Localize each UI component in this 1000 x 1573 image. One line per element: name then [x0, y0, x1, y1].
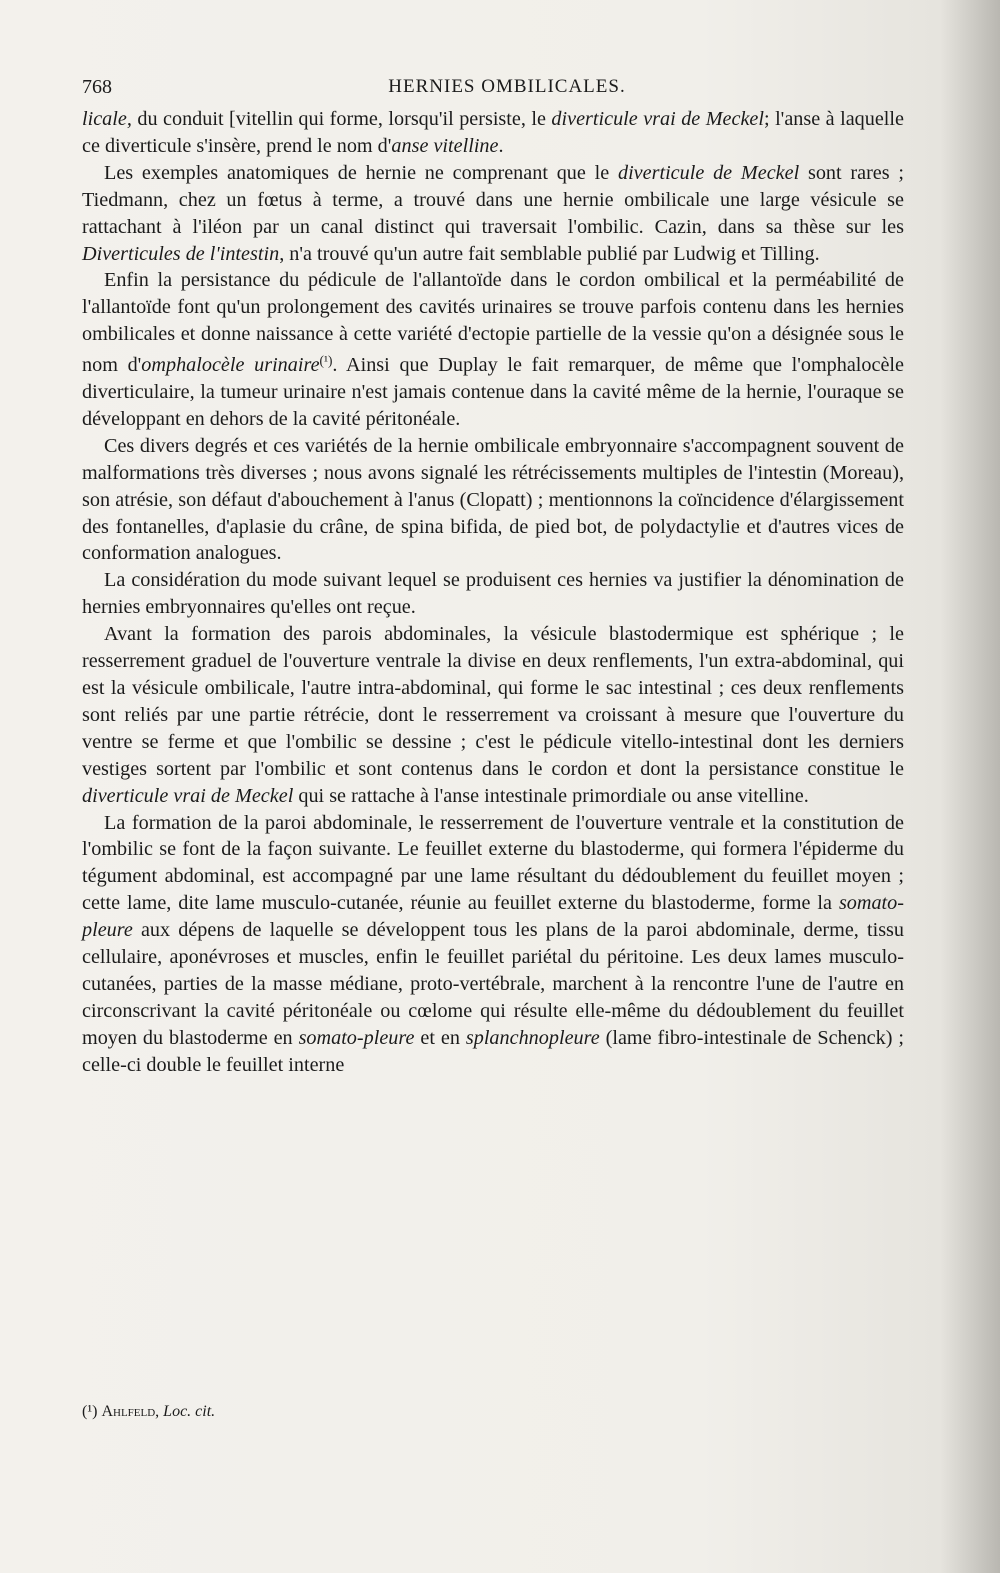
paragraph: [82, 810, 904, 1079]
footnote-author: Ahlfeld: [101, 1403, 156, 1420]
paragraph: [82, 106, 904, 160]
text-run: La considération du mode suivant lequel se produisent ces hernies va justifier la dénomination de hernies embryonnaires qu'elles ont reçue.: [82, 569, 904, 619]
italic-term: somato-pleure: [298, 1026, 415, 1049]
text-run: Avant la formation des parois abdominales, la vésicule blastodermique est sphérique ; le resserrement graduel de l'ouverture ventrale la divise en deux renflements, l'un extra-abdominal, qui est la vésicule ombilicale, l'autre intra-abdominal, qui forme le sac intestinal ; ces deux renflements sont reliés par une partie rétrécie, dont le resserrement va croissant à mesure que l'ouverture du ventre se ferme et que l'ombilic se dessine ; c'est le pédicule vitello-intestinal dont les derniers vestiges sortent par l'ombilic et sont contenus dans le cordon et dont la persistance constitue le: [82, 623, 904, 780]
footnote: [82, 1403, 215, 1421]
italic-term: diverticule de Meckel: [617, 161, 800, 184]
text-run: sont rares ; Tiedmann, chez un fœtus à terme, a trouvé dans une hernie ombilicale une large vésicule se rattachant à l'iléon par un canal distinct qui traversait l'ombilic. Cazin, dans sa thèse sur les: [82, 161, 905, 238]
italic-term: somato-pleure: [82, 892, 904, 942]
text-run: du conduit [vitellin qui forme, lorsqu'il persiste, le: [131, 108, 552, 130]
footnote-ref-marker: (¹): [319, 353, 333, 369]
footnote-separator: ,: [155, 1403, 164, 1420]
text-run: Ces divers degrés et ces variétés de la hernie ombilicale embryonnaire s'accompagnent souvent de malformations très diverses ; nous avons signalé les rétrécissements multiples de l'intestin (Moreau), son atrésie, son défaut d'abouchement à l'anus (Clopatt) ; mentionnons la coïncidence d'élargissement des fontanelles, d'aplasie du crâne, de spina bifida, de pied bot, de polydactylie et d'autres vices de conformation analogues.: [82, 434, 904, 565]
text-run: ; l'anse à laquelle ce diverticule s'insère, prend le nom d': [82, 108, 904, 157]
footnote-marker: (¹): [82, 1403, 98, 1420]
text-run: La formation de la paroi abdominale, le resserrement de l'ouverture ventrale et la constitution de l'ombilic se font de la façon suivante. Le feuillet externe du blastoderme, qui formera l'épiderme du tégument abdominal, est accompagné par une lame résultant du dédoublement du feuillet moyen ; cette lame, dite lame musculo-cutanée, réunie au feuillet externe du blastoderme, forme la: [82, 811, 904, 915]
italic-term: licale,: [82, 108, 132, 130]
text-run: (lame fibro-intestinale de Schenck) ; celle-ci double le feuillet interne: [82, 1026, 904, 1076]
paragraph: [82, 267, 904, 432]
paragraph: [82, 433, 904, 568]
text-run: et en: [414, 1026, 466, 1049]
text-run: aux dépens de laquelle se développent tous les plans de la paroi abdominale, derme, tissu cellulaire, aponévroses et muscles, enfin le feuillet pariétal du péritoine. Les deux lames musculo-cutanées, parties de la masse médiane, proto-vertébrale, marchent à la rencontre l'une de l'autre en circonscrivant la cavité péritonéale ou cœlome qui résulte elle-même du dédoublement du feuillet moyen du blastoderme en: [82, 919, 904, 1049]
page-number: 768: [82, 76, 112, 98]
text-run: Enfin la persistance du pédicule de l'allantoïde dans le cordon ombilical et la perméabilité de l'allantoïde font qu'un prolongement des cavités urinaires se trouve parfois contenu dans les hernies ombilicales et donne naissance à cette variété d'ectopie partielle de la vessie qu'on a désignée sous le nom d': [82, 269, 904, 377]
italic-term: Diverticules de l'intestin: [82, 242, 280, 265]
paragraph: [82, 621, 904, 809]
page-header: [82, 76, 912, 104]
text-run: .: [498, 134, 504, 157]
text-run: Les exemples anatomiques de hernie ne comprenant que le: [104, 161, 618, 184]
italic-term: anse vitelline: [391, 134, 499, 157]
paragraph: [82, 567, 904, 621]
text-run: , n'a trouvé qu'un autre fait semblable publié par Ludwig et Tilling.: [279, 242, 820, 265]
text-run: qui se rattache à l'anse intestinale primordiale ou anse vitelline.: [293, 784, 809, 807]
text-run: . Ainsi que Duplay le fait remarquer, de même que l'omphalocèle diverticulaire, la tumeur urinaire n'est jamais contenue dans la cavité même de la hernie, l'ouraque se développant en dehors de la cavité péritonéale.: [82, 354, 904, 430]
italic-term: diverticule vrai de Meckel: [551, 108, 764, 130]
running-head: HERNIES OMBILICALES.: [388, 76, 626, 97]
footnote-reference: Loc. cit.: [163, 1403, 216, 1420]
paragraph: [82, 160, 904, 268]
italic-term: omphalocèle urinaire: [141, 354, 320, 377]
body-text: [82, 106, 904, 1079]
italic-term: diverticule vrai de Meckel: [82, 784, 294, 807]
italic-term: splanchnopleure: [465, 1026, 600, 1049]
